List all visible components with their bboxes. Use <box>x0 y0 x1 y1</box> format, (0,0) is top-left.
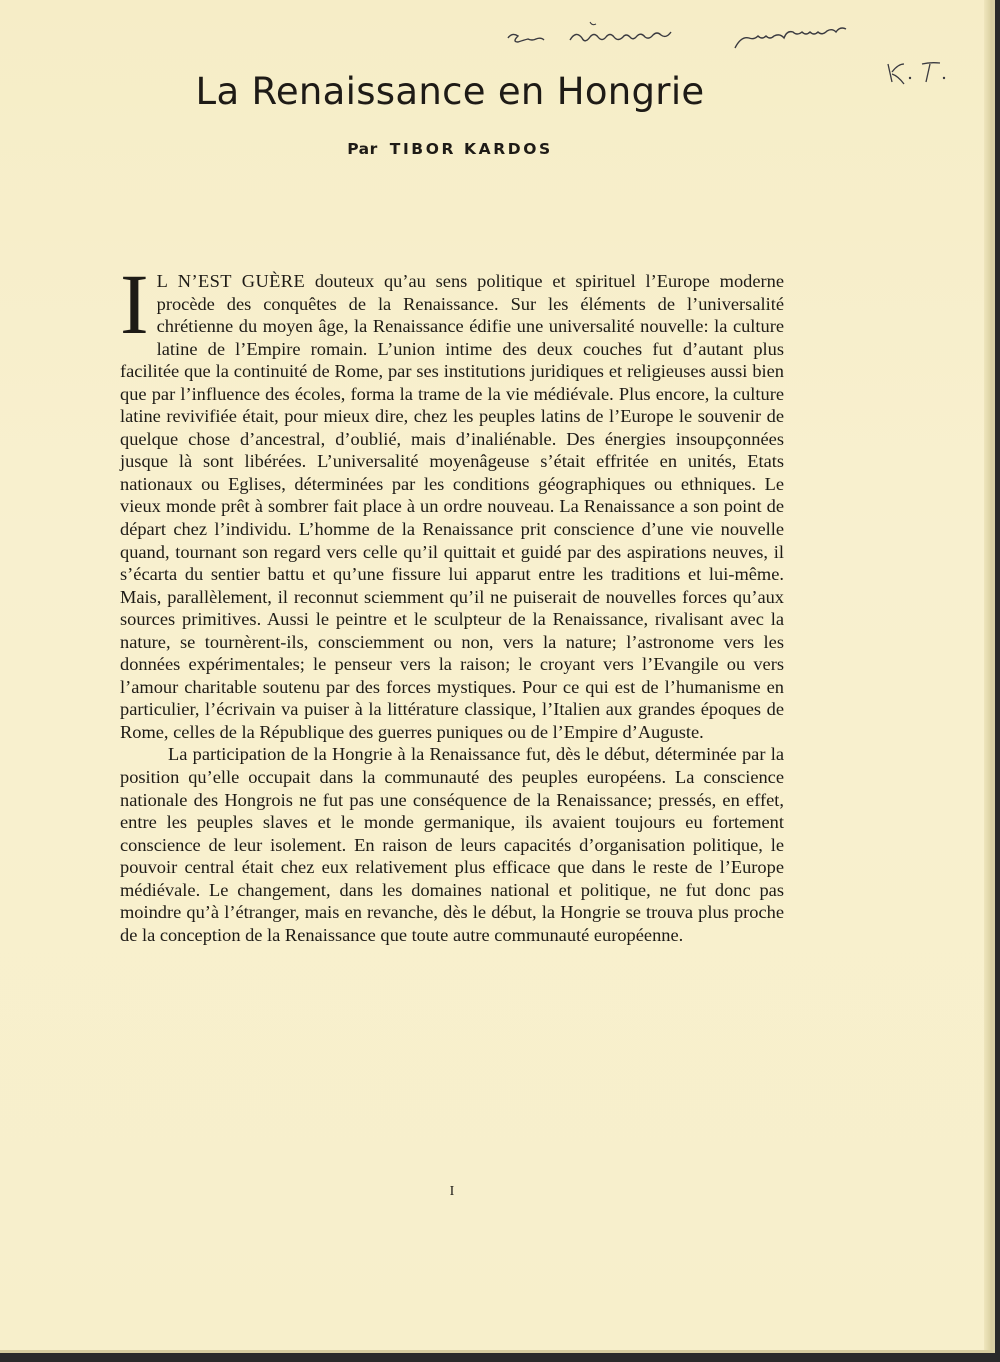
article-body <box>120 256 785 946</box>
handwritten-inscription <box>500 20 900 60</box>
paper-edge <box>984 0 992 1350</box>
article-title: La Renaissance en Hongrie <box>195 70 705 113</box>
byline-prefix: Par <box>347 140 378 158</box>
byline <box>0 140 900 158</box>
drop-cap: I <box>120 256 149 352</box>
author-name: TIBOR KARDOS <box>389 140 553 158</box>
paragraph-2: La participation de la Hongrie à la Renaissance fut, dès le début, déterminée par la position qu’elle occupait dans la communauté des peuples européens. La conscience nationale des Hongrois ne fut pas une conséquence de la Renaissance; pressés, en effet, entre les peuples slaves et le monde germanique, ils avaient toujours eu fortement conscience de leur isolement. En raison de leurs capacités d’organisation politique, le pouvoir central était chez eux relativement plus efficace que dans le reste de l’Europe médiévale. Le changement, dans les domaines national et politique, ne fut donc pas moindre qu’à l’étranger, mais en revanche, dès le début, la Hongrie se trouva plus proche de la conception de la Renaissance que toute autre communauté européenne. <box>120 744 784 945</box>
paragraph-1-text: douteux qu’au sens politique et spirituel l’Europe moderne procède des conquêtes de la Renaissance. Sur les éléments de l’universalité chrétienne du moyen âge, la Renaissance édifie une universalité nouvelle: la culture latine de l’Empire romain. L’union intime des deux couches fut d’autant plus facilitée que la continuité de Rome, par ses institutions juridiques et religieuses aussi bien que par l’influence des écoles, forma la trame de la vie médiévale. Plus encore, la culture latine revivifiée était, pour mieux dire, chez les peuples latins de l’Europe le souvenir de quelque chose d’ancestral, d’oublié, mais d’inaliénable. Des énergies insoupçonnées jusque là sont libérées. L’universalité moyenâgeuse s’était effritée en unités, Etats nationaux ou Eglises, déterminées par les conditions géographiques ou ethniques. Le vieux monde prêt à sombrer fait place à un ordre nouveau. La Renaissance a son point de départ chez l’individu. L’homme de la Renaissance prit conscience d’une vie nouvelle quand, tournant son regard vers celle qu’il quittait et guidé par des aspirations neuves, il s’écarta du sentier battu et qu’une fissure lui apparut entre les traditions et lui-même. Mais, parallèlement, il reconnut sciemment qu’il ne puiserait de nouvelles forces qu’aux sources primitives. Aussi le peintre et le sculpteur de la Renaissance, rivalisant avec la nature, se tournèrent-ils, consciemment ou non, vers la nature; l’astronome vers les données expérimentales; le penseur vers la raison; le croyant vers l’Evangile ou vers l’amour charitable soutenu par des forces mystiques. Pour ce qui est de l’humanisme en particulier, l’écrivain va puiser à la littérature classique, l’Italien aux grandes époques de Rome, celles de la République des guerres puniques ou de l’Empire d’Auguste. <box>120 271 785 742</box>
page-number: I <box>449 1184 455 1199</box>
paragraph-1 <box>120 256 785 743</box>
paragraph-1-lead: L N’EST GUÈRE <box>156 271 306 291</box>
